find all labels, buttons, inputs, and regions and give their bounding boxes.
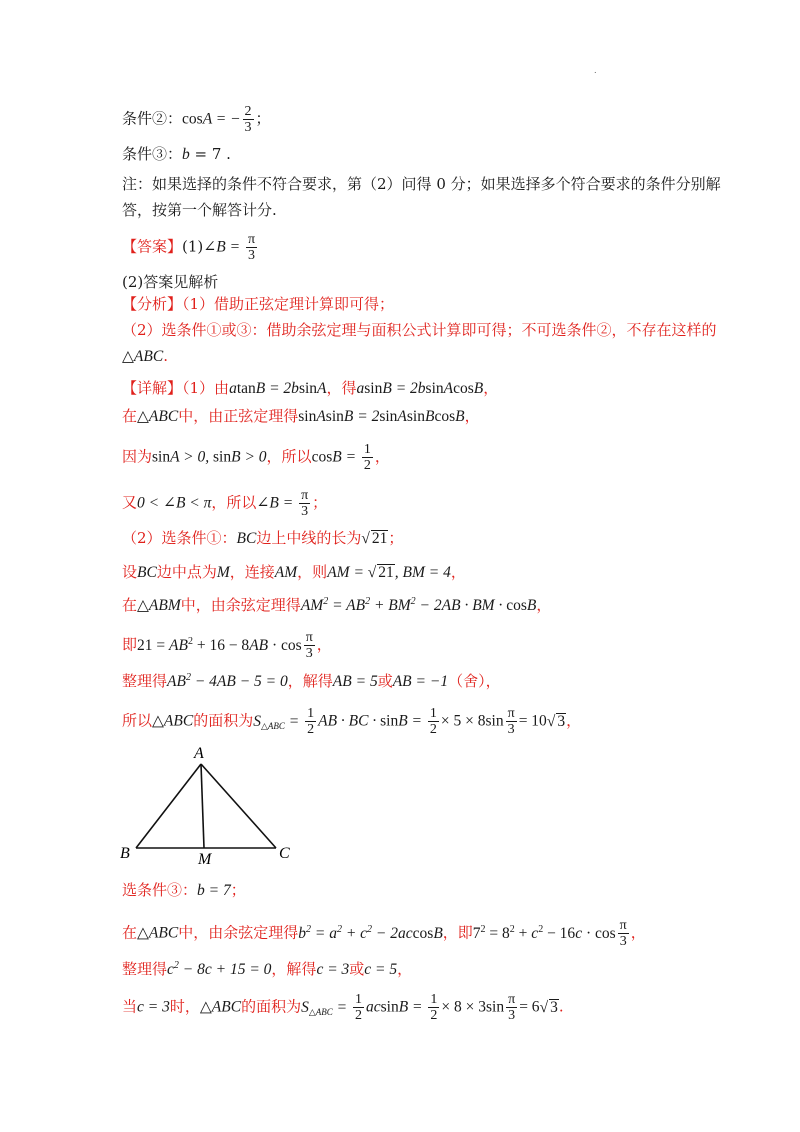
detail-line-10: 所以△ABC的面积为$S_{\triangle ABC}$ = $\frac{1}{2}$ AB · BC · sinB = $\frac{1}{2}$ × 5 × 8sin $\frac{\pi}{3}$ = 10√ 3， xyxy=(122,706,582,737)
detail-line-7: 在△ABM中，由余弦定理得$AM^2 = AB^2 + BM^2 - 2AB$ · BM · cosB， xyxy=(122,596,552,614)
condition-2: 条件②：cosA = − $\frac{2}{3}$ ； xyxy=(122,104,271,135)
detail-line-2: 在△ABC中，由正弦定理得sinAsinB = 2sinAsinBcosB， xyxy=(122,407,480,425)
analysis-line-3: △ABC. xyxy=(122,347,168,365)
note-line-2: 答，按第一个解答计分. xyxy=(122,201,277,219)
triangle-diagram xyxy=(118,744,298,866)
midpoint-m-label: M xyxy=(198,851,212,866)
detail-line-11: 选条件③：b = 7； xyxy=(122,881,246,899)
detail-line-14: 当c = 3时，△ABC的面积为$S_{\triangle ABC}$ = $\frac{1}{2}$ acsinB = $\frac{1}{2}$ × 8 × 3sin $\frac{\pi}{3}$ = 6√ 3. xyxy=(122,992,564,1023)
analysis-line-1: 【分析】（1）借助正弦定理计算即可得； xyxy=(122,295,395,313)
answer-part-2: (2)答案见解析 xyxy=(122,273,219,291)
vertex-c-label: C xyxy=(279,845,290,862)
analysis-line-2: （2）选条件①或③：借助余弦定理与面积公式计算即可得；不可选条件②，不存在这样的 xyxy=(122,321,717,339)
answer-line: 【答案】(1)∠B = $\frac{\pi}{3}$ xyxy=(122,232,256,263)
detail-line-13: 整理得$c^2 - 8c + 15 = 0$，解得c = 3或c = 5， xyxy=(122,960,413,978)
condition-3: 条件③：b = 7 . xyxy=(122,145,231,163)
detail-line-5: （2）选条件①：BC边上中线的长为√ 21； xyxy=(122,529,404,547)
detail-line-9: 整理得$AB^2 - 4AB - 5 = 0$，解得AB = 5或AB = −1（舍）， xyxy=(122,672,501,690)
vertex-b-label: B xyxy=(120,845,130,862)
detail-line-12: 在△ABC中，由余弦定理得$b^2 = a^2 + c^2 - 2accosB$，即$7^2 = 8^2 + c^2 - 16c \cdot \cos$ $\frac{\pi}{3}$ ， xyxy=(122,918,646,949)
note-line-1: 注：如果选择的条件不符合要求，第（2）问得 0 分；如果选择多个符合要求的条件分别解 xyxy=(122,175,721,193)
detail-line-6: 设BC边中点为M，连接AM，则AM = √ 21, BM = 4， xyxy=(122,563,466,581)
corner-marker: . xyxy=(594,66,597,75)
vertex-a-label: A xyxy=(194,745,204,762)
detail-line-3: 因为sinA > 0, sinB > 0，所以cosB = $\frac{1}{2}$ ， xyxy=(122,442,390,473)
detail-line-4: 又0 < ∠B < π，所以∠B = $\frac{\pi}{3}$ ； xyxy=(122,488,328,519)
detail-line-1: 【详解】（1）由atanB = 2bsinA，得asinB = 2bsinAcosB， xyxy=(122,379,499,397)
detail-line-8: 即$21 = AB^2 + 16 - 8AB \cdot \cos$ $\frac{\pi}{3}$ ， xyxy=(122,630,332,661)
